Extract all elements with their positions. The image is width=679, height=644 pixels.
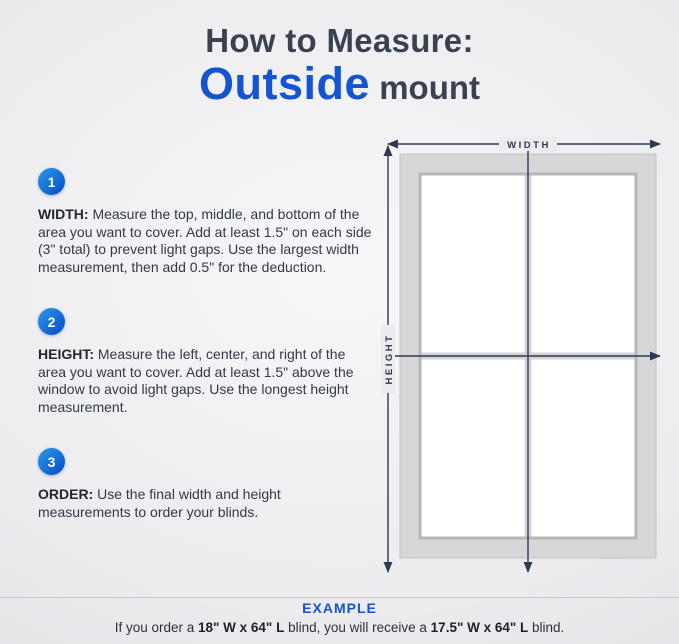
step-2-label: HEIGHT:: [38, 346, 94, 362]
step-height: [38, 308, 374, 416]
title-outside: Outside: [198, 58, 371, 109]
step-3-body: Use the final width and height measurements to order your blinds.: [38, 486, 281, 520]
footer-divider: [0, 597, 679, 598]
step-2-body: Measure the left, center, and right of the area you want to cover. Add at least 1.5" above the window to avoid light gaps. Use the longest height measurement.: [38, 346, 354, 415]
example-suffix: blind.: [528, 620, 565, 635]
step-1-paragraph: [38, 206, 374, 276]
height-label: HEIGHT: [384, 333, 395, 385]
example-prefix: If you order a: [114, 620, 198, 635]
window-measurement-diagram: [372, 128, 672, 590]
step-2-paragraph: [38, 346, 374, 416]
step-3-paragraph: [38, 486, 374, 521]
title-block: [0, 22, 679, 112]
example-receive-size: 17.5" W x 64" L: [430, 620, 529, 635]
step-3-badge: 3: [38, 448, 65, 475]
height-label-group: [381, 325, 395, 393]
step-1-body: Measure the top, middle, and bottom of the area you want to cover. Add at least 1.5" on each side (3" total) to prevent light gaps. Use the largest width measurement, then add 0.5" for the deduction.: [38, 206, 372, 275]
step-order: [38, 448, 374, 521]
step-width: [38, 168, 374, 276]
example-middle: blind, you will receive a: [284, 620, 431, 635]
step-2-badge: 2: [38, 308, 65, 335]
step-3-label: ORDER:: [38, 486, 94, 502]
step-1-label: WIDTH:: [38, 206, 89, 222]
example-text: [0, 620, 679, 635]
width-label-group: [499, 137, 557, 151]
window-diagram-svg: [372, 128, 672, 590]
step-1-badge: 1: [38, 168, 65, 195]
example-order-size: 18" W x 64" L: [198, 620, 285, 635]
width-label: WIDTH: [507, 140, 551, 151]
title-mount: mount: [379, 69, 480, 106]
title-line2: [0, 60, 679, 112]
example-heading: EXAMPLE: [302, 600, 377, 616]
title-line1: How to Measure:: [205, 22, 474, 59]
